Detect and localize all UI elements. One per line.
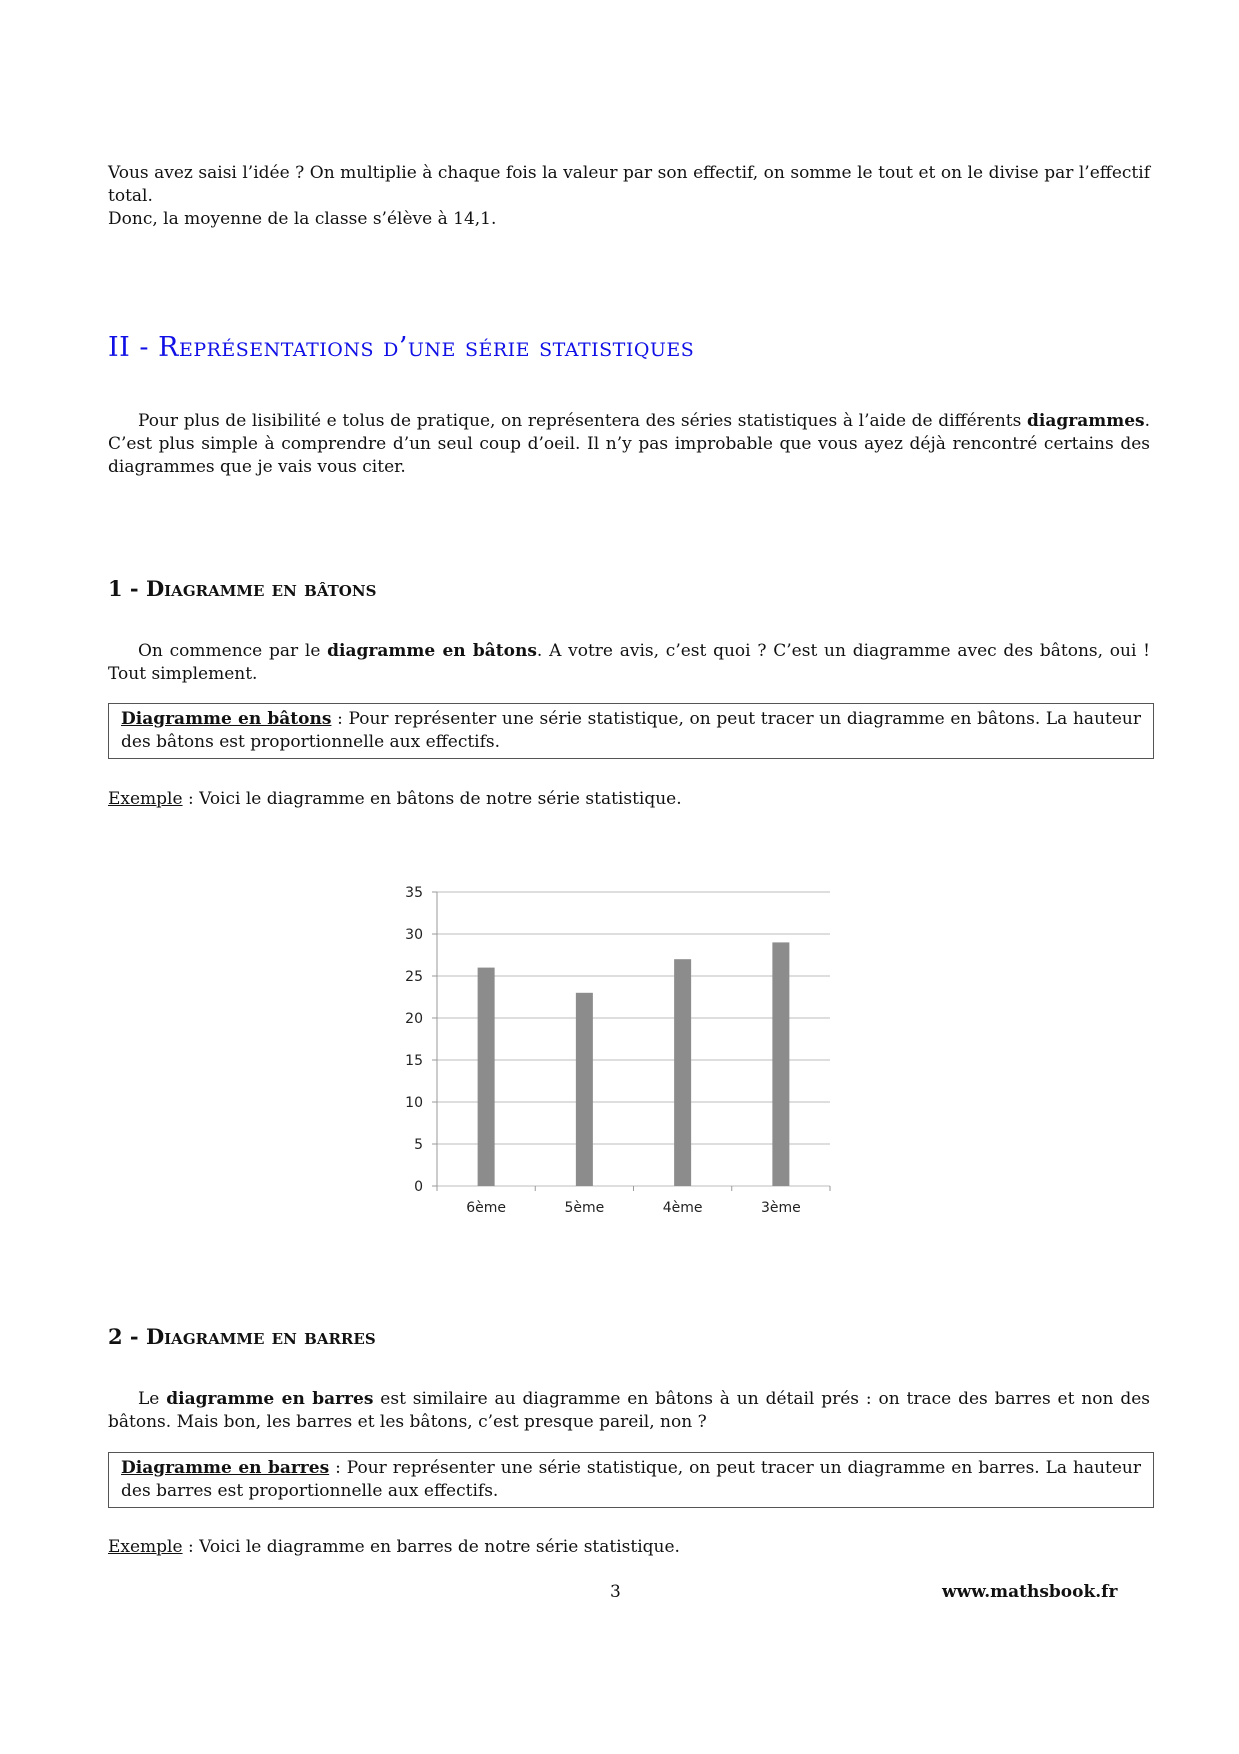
section-intro-bold: diagrammes (1027, 411, 1145, 431)
intro-paragraph (108, 162, 1150, 231)
section-title: II - Représentations d’une série statistiques (108, 332, 695, 363)
section-intro-text-2: . C’est plus simple à comprendre d’un seul coup d’oeil. Il n’y pas improbable que vous ayez déjà rencontré certains des diagrammes que je vais vous citer. (108, 411, 1150, 477)
intro-line-1: Vous avez saisi l’idée ? On multiplie à chaque fois la valeur par son effectif, on somme le tout et on le divise par l’effectif total. (108, 163, 1150, 206)
definition-box-barres (108, 1452, 1154, 1508)
sub1-text-2: . A votre avis, c’est quoi ? C’est un diagramme avec des bâtons, oui ! Tout simplement. (108, 641, 1150, 684)
example-label-batons: Exemple (108, 789, 183, 809)
y-tick-label: 15 (405, 1053, 423, 1069)
subsection-1-title: 1 - Diagramme en bâtons (108, 576, 377, 601)
footer-website: www.mathsbook.fr (942, 1582, 1118, 1602)
sub2-text-2: est similaire au diagramme en bâtons à un détail prés : on trace des barres et non des bâtons. Mais bon, les barres et les bâtons, c’est presque pareil, non ? (108, 1389, 1150, 1432)
y-tick-label: 35 (405, 885, 423, 901)
sub2-bold: diagramme en barres (166, 1389, 374, 1409)
y-tick-label: 10 (405, 1095, 423, 1111)
baton-chart (390, 870, 850, 1230)
x-tick-label: 5ème (564, 1200, 605, 1216)
section-intro-text-1: Pour plus de lisibilité e tolus de pratique, on représentera des séries statistiques à l’aide de différents (138, 411, 1027, 431)
example-line-barres (108, 1536, 1150, 1559)
definition-label-barres: Diagramme en barres (121, 1458, 330, 1478)
subsection-2-title: 2 - Diagramme en barres (108, 1324, 376, 1349)
x-tick-label: 3ème (760, 1200, 801, 1216)
definition-text-barres: : Pour représenter une série statistique, on peut tracer un diagramme en barres. La hauteur des barres est proportionnelle aux effectifs. (121, 1458, 1141, 1501)
y-tick-label: 20 (405, 1011, 423, 1027)
sub1-text-1: On commence par le (138, 641, 328, 661)
definition-label-batons: Diagramme en bâtons (121, 709, 332, 729)
sub1-bold: diagramme en bâtons (327, 641, 537, 661)
example-text-barres: : Voici le diagramme en barres de notre série statistique. (182, 1537, 680, 1557)
page-number: 3 (610, 1582, 621, 1602)
example-text-batons: : Voici le diagramme en bâtons de notre série statistique. (182, 789, 682, 809)
example-label-barres: Exemple (108, 1537, 183, 1557)
intro-line-2: Donc, la moyenne de la classe s’élève à 14,1. (108, 209, 497, 229)
bar-1 (478, 968, 495, 1186)
bar-4 (772, 942, 789, 1186)
x-tick-label: 6ème (466, 1200, 507, 1216)
y-tick-label: 30 (405, 927, 423, 943)
y-tick-label: 5 (414, 1137, 423, 1153)
definition-box-batons (108, 703, 1154, 759)
bar-2 (576, 993, 593, 1186)
definition-text-batons: : Pour représenter une série statistique, on peut tracer un diagramme en bâtons. La hauteur des bâtons est proportionnelle aux effectifs. (121, 709, 1141, 752)
y-tick-label: 25 (405, 969, 423, 985)
subsection-1-paragraph (108, 640, 1150, 686)
subsection-2-paragraph (108, 1388, 1150, 1434)
sub2-text-1: Le (138, 1389, 167, 1409)
section-intro-paragraph (108, 410, 1150, 479)
x-tick-label: 4ème (662, 1200, 703, 1216)
y-tick-label: 0 (414, 1179, 423, 1195)
bar-3 (674, 959, 691, 1186)
example-line-batons (108, 788, 1150, 811)
